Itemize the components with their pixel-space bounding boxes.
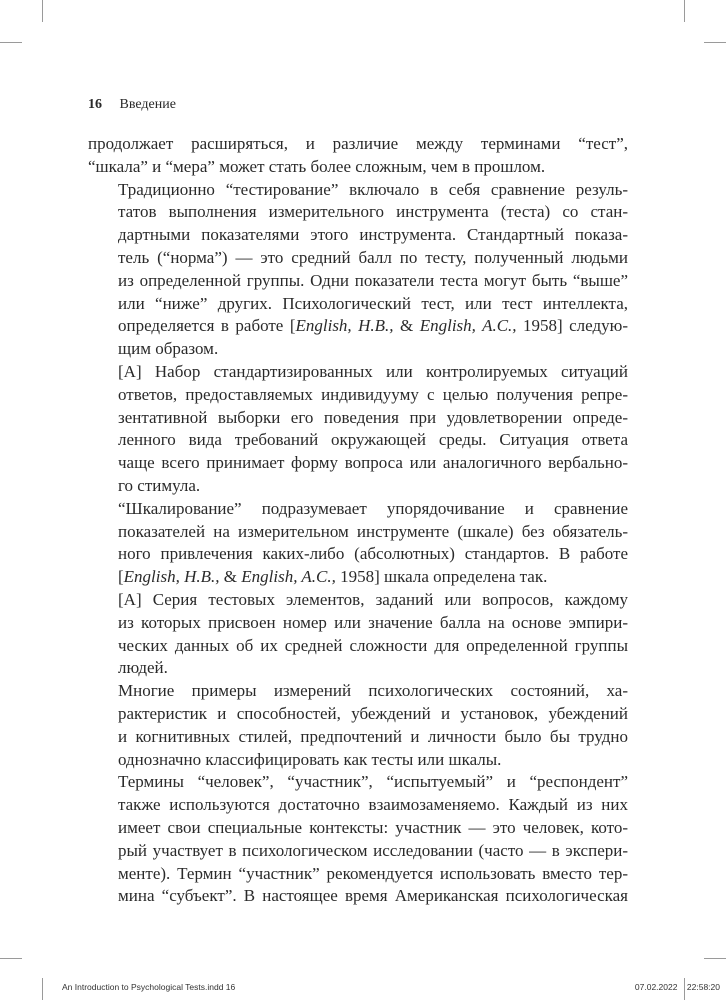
text-line: Традиционно “тестирование” включало в себя сравнение резуль- — [118, 179, 628, 199]
paragraph — [88, 179, 628, 361]
text-line: зентативной выборки его поведения при удовлетворении опреде- — [118, 407, 628, 427]
paragraph — [88, 680, 628, 771]
body-text — [88, 133, 628, 908]
running-header — [88, 97, 176, 113]
text-line: Многие примеры измерений психологических состояний, ха- — [118, 681, 628, 701]
text-line: или “ниже” других. Психологический тест, или тест интеллекта, — [118, 293, 628, 313]
text-line: щим образом. — [118, 339, 219, 359]
slug-date: 07.02.2022 — [634, 982, 678, 992]
text-line: [A] Серия тестовых элементов, заданий или вопросов, каждому — [118, 589, 628, 609]
text-line: продолжает расширяться, и различие между терминами “тест”, — [88, 134, 628, 153]
crop-mark — [0, 42, 22, 43]
text-line: Термины “человек”, “участник”, “испытуемый” и “респондент” — [118, 772, 628, 792]
print-slug — [62, 982, 720, 992]
text-line: рый участвует в психологическом исследовании (часто — в экспери- — [118, 840, 628, 860]
slug-time: 22:58:20 — [686, 982, 720, 992]
text-line: ленного вида требований окружающей среды. Ситуация ответа — [118, 430, 628, 450]
crop-mark — [684, 0, 685, 22]
text-line: из определенной группы. Одни показатели теста могут быть “выше” — [118, 270, 628, 290]
text-line: ответов, предоставляемых индивидууму с целью получения репре- — [118, 384, 628, 404]
text-line: рактеристик и способностей, убеждений и установок, убеждений — [118, 703, 628, 723]
paragraph — [88, 361, 628, 498]
text-line: из которых присвоен номер или значение балла на основе эмпири- — [118, 612, 628, 632]
text-line: го стимула. — [118, 475, 201, 495]
text-line: определяется в работе [English, H.B., & English, A.C., 1958] следую- — [118, 316, 628, 336]
paragraph — [88, 133, 628, 179]
text-line: людей. — [118, 658, 168, 678]
text-line: “Шкалирование” подразумевает упорядочивание и сравнение — [118, 498, 628, 518]
text-line: ческих данных об их средней сложности для определенной группы — [118, 635, 628, 655]
text-line: менте). Термин “участник” рекомендуется использовать вместо тер- — [118, 863, 628, 883]
slug-filename: An Introduction to Psychological Tests.indd 16 — [62, 982, 236, 992]
section-title: Введение — [119, 97, 176, 112]
paragraph — [88, 498, 628, 589]
page-number: 16 — [88, 97, 102, 112]
crop-mark — [704, 958, 726, 959]
text-line: и когнитивных стилей, предпочтений и личности было бы трудно — [118, 726, 628, 746]
text-line: [English, H.B., & English, A.C., 1958] шкала определена так. — [118, 567, 548, 587]
text-line: татов выполнения измерительного инструмента (теста) со стан- — [118, 202, 628, 222]
crop-mark — [42, 978, 43, 1000]
text-line: также используются достаточно взаимозаменяемо. Каждый из них — [118, 795, 628, 815]
text-line: чаще всего принимает форму вопроса или аналогичного вербально- — [118, 453, 628, 473]
slug-datetime — [635, 982, 720, 992]
text-line: тель (“норма”) — это средний балл по тесту, полученный людьми — [118, 247, 628, 267]
crop-mark — [0, 958, 22, 959]
paragraph — [88, 771, 628, 908]
text-line: дартными показателями этого инструмента. Стандартный показа- — [118, 225, 628, 245]
text-line: [A] Набор стандартизированных или контролируемых ситуаций — [118, 361, 628, 381]
paragraph — [88, 589, 628, 680]
text-line: ного привлечения каких-либо (абсолютных) стандартов. В работе — [118, 544, 628, 564]
text-line: имеет свои специальные контексты: участник — это человек, кото- — [118, 817, 628, 837]
text-line: мина “субъект”. В настоящее время Американская психологическая — [118, 886, 628, 906]
crop-mark — [42, 0, 43, 22]
text-line: “шкала” и “мера” может стать более сложным, чем в прошлом. — [88, 156, 546, 176]
text-line: однозначно классифицировать как тесты или шкалы. — [118, 749, 502, 769]
text-line: показателей на измерительном инструменте (шкале) без обязатель- — [118, 521, 628, 541]
crop-mark — [704, 42, 726, 43]
